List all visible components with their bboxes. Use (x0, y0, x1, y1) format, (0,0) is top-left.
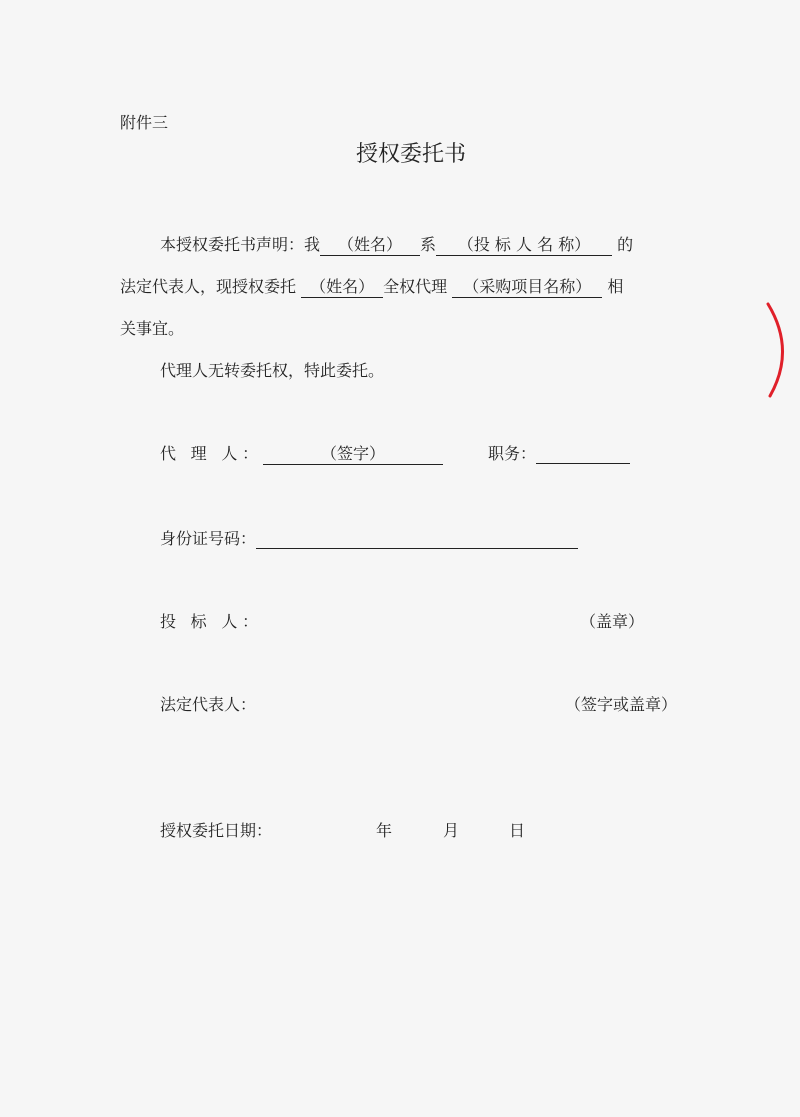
id-number-row (160, 526, 578, 549)
name-field: （姓名） (320, 232, 420, 256)
project-name-field: （采购项目名称） (452, 274, 602, 298)
date-year: 年 (376, 821, 393, 840)
statement-line-1 (160, 232, 633, 256)
id-number-blank (256, 531, 578, 549)
statement-line-3: 关事宜。 (120, 319, 185, 338)
date-label: 授权委托日期： (160, 821, 273, 840)
agent-label: 代 理 人： (160, 444, 263, 463)
bidder-label-text: 投 标 人： (160, 612, 263, 631)
statement-prefix: 本授权委托书声明：我 (160, 235, 321, 254)
agent-name-field: （姓名） (301, 274, 383, 298)
statement-mid: 系 (420, 235, 437, 254)
statement-suffix: 的 (617, 235, 634, 254)
id-number-label: 身份证号码： (160, 529, 257, 548)
bidder-name-field: （投 标 人 名 称） (436, 232, 612, 256)
statement-line2-mid: 全权代理 (383, 277, 448, 296)
legal-rep-seal-note: （签字或盖章） (565, 695, 678, 714)
agent-row (160, 441, 443, 465)
position-row (488, 441, 630, 464)
red-ink-mark (762, 300, 794, 400)
attachment-label: 附件三 (120, 113, 169, 132)
document-title: 授权委托书 (356, 142, 467, 167)
statement-line-2 (120, 274, 623, 298)
statement-line2-prefix: 法定代表人，现授权委托 (120, 277, 297, 296)
no-transfer-statement: 代理人无转委托权，特此委托。 (160, 361, 385, 380)
agent-signature-field: （签字） (263, 441, 443, 465)
position-label: 职务： (488, 444, 537, 463)
date-month: 月 (443, 821, 460, 840)
bidder-label (160, 609, 263, 632)
legal-rep-label: 法定代表人： (160, 695, 257, 714)
bidder-seal-note: （盖章） (580, 612, 645, 631)
date-day: 日 (509, 821, 526, 840)
position-blank (536, 446, 630, 464)
statement-line2-suffix: 相 (607, 277, 624, 296)
